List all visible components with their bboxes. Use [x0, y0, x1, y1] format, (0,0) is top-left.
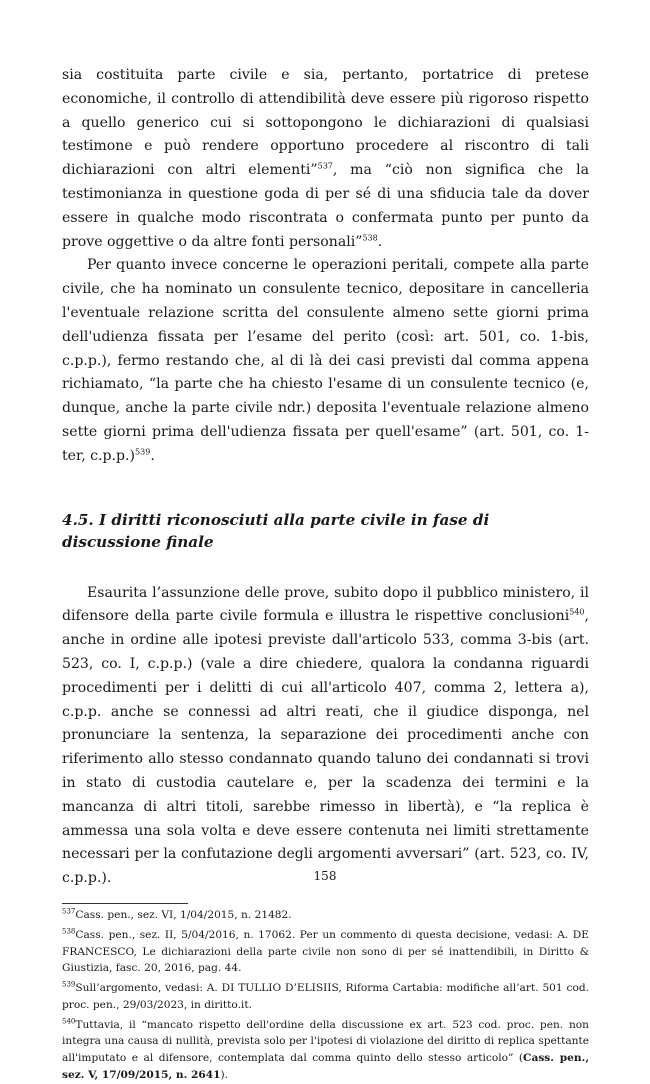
- footnote-citation-bold: Cass. pen., sez. V, 17/09/2015, n. 2641: [62, 1052, 590, 1082]
- footnote-text: Tuttavia, il “mancato rispetto dell'ordine della discussione ex art. 523 cod. proc. pen. non integra una causa di nullità, prevista solo per l'ipotesi di violazione del diritto di replica spettante all'imputato e al difensore, contemplata dal comma quinto dello stesso articolo” (: [62, 1018, 589, 1065]
- footnote-number: 537: [62, 907, 76, 916]
- paragraph-3-text-b: , anche in ordine alle ipotesi previste dall'articolo 533, comma 3-bis (art. 523, co. I, c.p.p.) (vale a dire chiedere, qualora la condanna riguardi procedimenti per i delitti di cui all'articolo 407, comma 2, lettera a), c.p.p. anche se connessi ad altri reati, che il giudice disponga, nel pronunciare la sentenza, la separazione dei procedimenti anche con riferimento allo stesso condannato quando taluno dei condannati si trovi in stato di custodia cautelare e, per la scadenza dei termini e la mancanza di altri titoli, sarebbe rimesso in libertà), e “la replica è ammessa una sola volta e deve essere contenuta nei limiti strettamente necessari per la confutazione degli argomenti avversari” (art. 523, co. IV, c.p.p.).: [62, 608, 589, 887]
- footnote-ref-537[interactable]: 537: [317, 161, 333, 171]
- footnote-text: Cass. pen., sez. VI, 1/04/2015, n. 21482.: [75, 908, 292, 921]
- footnote-text-tail: ).: [220, 1069, 229, 1082]
- paragraph-1-text-a: sia costituita parte civile e sia, pertanto, portatrice di pretese economiche, il controllo di attendibilità deve essere più rigoroso rispetto a quello generico cui si sottopongono le dichiarazioni di qualsiasi testimone e può rendere opportuno procedere al riscontro di tali dichiarazioni con altri elementi”: [62, 67, 589, 179]
- paragraph-3-text-a: Esaurita l’assunzione delle prove, subito dopo il pubblico ministero, il difensore della parte civile formula e illustra le rispettive conclusioni: [62, 584, 589, 625]
- footnote-text: Sull’argomento, vedasi: A. DI TULLIO D’ELISIIS, Riforma Cartabia: modifiche all’art. 501 cod. proc. pen., 29/03/2023, in diritto.it.: [62, 982, 589, 1011]
- paragraph-1-text-c: .: [377, 233, 383, 250]
- paragraph-1-text-b: , ma “ciò non significa che la testimonianza in questione goda di per sé di una sfiducia tale da dover essere in qualche modo riscontrata o confermata punto per punto da prove oggettive o da altre fonti personali”: [62, 162, 589, 250]
- paragraph-3: [62, 582, 589, 891]
- paragraph-2: [62, 254, 589, 468]
- section-heading: 4.5. I diritti riconosciuti alla parte civile in fase di discussione finale: [62, 510, 490, 551]
- footnote-539: [62, 980, 589, 1014]
- footnote-ref-538[interactable]: 538: [362, 232, 378, 242]
- paragraph-2-text-a: Per quanto invece concerne le operazioni peritali, compete alla parte civile, che ha nominato un consulente tecnico, depositare in cancelleria l'eventuale relazione scritta del consulente almeno sette giorni prima dell'udienza fissata per l’esame del perito (così: art. 501, co. 1-bis, c.p.p.), fermo restando che, al di là dei casi previsti dal comma appena richiamato, “la parte che ha chiesto l'esame di un consulente tecnico (e, dunque, anche la parte civile ndr.) deposita l'eventuale relazione almeno sette giorni prima dell'udienza fissata per quell'esame” (art. 501, co. 1-ter, c.p.p.): [62, 257, 589, 464]
- footnote-divider: [62, 903, 188, 904]
- footnote-text: Cass. pen., sez. II, 5/04/2016, n. 17062. Per un commento di questa decisione, vedasi: A. DE FRANCESCO, Le dichiarazioni della parte civile non sono di per sé inattendibili, in Diritto & Giustizia, fasc. 20, 2016, pag. 44.: [62, 928, 589, 975]
- page-body: [62, 64, 589, 1084]
- footnote-ref-539[interactable]: 539: [135, 447, 151, 457]
- footnote-540: [62, 1017, 589, 1084]
- footnote-number: 538: [62, 927, 76, 936]
- paragraph-2-text-b: .: [150, 447, 155, 464]
- footnote-537: [62, 907, 589, 924]
- footnote-538: [62, 927, 589, 977]
- footnote-ref-540[interactable]: 540: [569, 607, 585, 617]
- paragraph-1: [62, 64, 589, 254]
- footnote-number: 540: [62, 1017, 76, 1026]
- footnote-number: 539: [62, 980, 76, 989]
- page-number: 158: [313, 869, 337, 883]
